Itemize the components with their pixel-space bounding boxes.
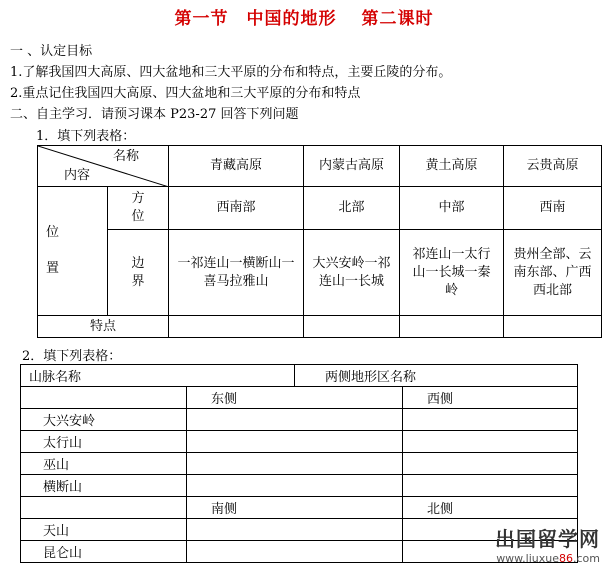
page-title: 第一节 中国的地形 第二课时 (174, 9, 434, 29)
column-header: 内蒙古高原 (304, 146, 400, 187)
row-label-boundary: 边界 (108, 230, 169, 316)
position-char-1: 位 (46, 225, 60, 240)
position-group-cell (38, 187, 108, 316)
table1-label: 1．填下列表格： (36, 129, 136, 144)
table-cell (21, 387, 187, 409)
row-label-direction: 方位 (108, 187, 169, 230)
east-side-header: 东侧 (187, 387, 403, 409)
side-terrain-header: 两侧地形区名称 (295, 365, 578, 387)
corner-bottom-label: 内容 (64, 168, 91, 183)
table-cell (504, 316, 602, 338)
mountain-name-cell: 昆仑山 (21, 541, 187, 563)
mountain-name-cell: 横断山 (21, 475, 187, 497)
diagonal-divider (38, 146, 169, 187)
table-cell: 大兴安岭一祁连山一长城 (304, 230, 400, 316)
plateau-table (37, 145, 602, 338)
table-cell (187, 475, 403, 497)
mountain-name-header: 山脉名称 (21, 365, 295, 387)
mountain-name-cell: 大兴安岭 (21, 409, 187, 431)
table-cell (187, 409, 403, 431)
table-cell (403, 409, 578, 431)
watermark-logo (495, 523, 600, 565)
table-cell (187, 541, 403, 563)
table-cell: 西南 (504, 187, 602, 230)
goal-item-1: 1.了解我国四大高原、四大盆地和三大平原的分布和特点，主要丘陵的分布。 (10, 65, 452, 80)
table-cell: 中部 (400, 187, 504, 230)
corner-top-label: 名称 (113, 149, 140, 164)
table-cell (304, 316, 400, 338)
goal-item-2: 2.重点记住我国四大高原、四大盆地和三大平原的分布和特点 (10, 86, 361, 101)
column-header: 云贵高原 (504, 146, 602, 187)
table-cell (187, 431, 403, 453)
feature-label: 特点 (38, 316, 169, 338)
table-cell (169, 316, 304, 338)
mountain-name-cell: 太行山 (21, 431, 187, 453)
mountain-name-cell: 天山 (21, 519, 187, 541)
table-cell: 西南部 (169, 187, 304, 230)
watermark-name: 出国留学网 (495, 527, 600, 551)
table-cell (187, 453, 403, 475)
table-cell: 贵州全部、云南东部、广西西北部 (504, 230, 602, 316)
table-cell (403, 431, 578, 453)
table-cell (403, 453, 578, 475)
north-side-header: 北侧 (403, 497, 578, 519)
south-side-header: 南侧 (187, 497, 403, 519)
column-header: 青藏高原 (169, 146, 304, 187)
position-char-2: 置 (46, 261, 60, 276)
mountain-name-cell: 巫山 (21, 453, 187, 475)
table-cell: 北部 (304, 187, 400, 230)
table-cell (400, 316, 504, 338)
table2-label: 2．填下列表格： (22, 349, 122, 364)
table-cell (21, 497, 187, 519)
column-header: 黄土高原 (400, 146, 504, 187)
west-side-header: 西侧 (403, 387, 578, 409)
table-cell: 祁连山一太行山一长城一秦岭 (400, 230, 504, 316)
self-study-heading: 二、自主学习．请预习课本 P23-27 回答下列问题 (10, 107, 299, 122)
header-corner-cell (38, 146, 169, 187)
table-cell (403, 475, 578, 497)
watermark-url: www.liuxue86.com (496, 552, 600, 565)
table-cell: 一祁连山一横断山一喜马拉雅山 (169, 230, 304, 316)
goals-heading: 一 、认定目标 (10, 44, 93, 59)
table-cell (187, 519, 403, 541)
